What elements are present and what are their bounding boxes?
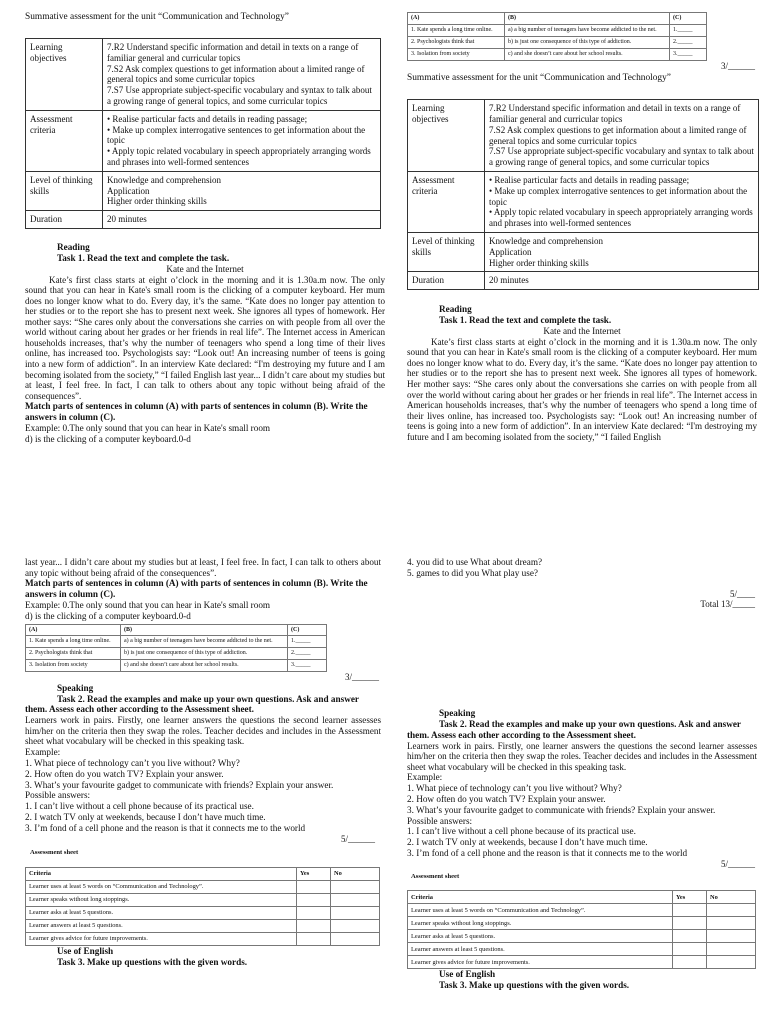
row-label: Duration <box>26 211 103 229</box>
reading-text-part1: Kate’s first class starts at eight o’clock in the morning and it is 1.30a.m now. The only sound that you can hear in Kate's small room is the clicking of a computer keyboard. Her mum does no longer know what to do. Every day, it’s the same. “Kate does no longer pay attention to her studies or to the report she has to present next week. She ignores all types of homework. Her mother says: “She cares only about the conversations she carries on with people from all over the world without caring about her grades or her friends in real life”. The Internet access in American households increases, that’s why the number of teenagers who spend a long time of their lives online, has increased too. Psychologists say: “Look out! An increasing number of teens is going into a new form of addiction”. In an interview Kate declared: “I'm destroying my future and I am becoming isolated from the society,” “I failed English <box>25 274 385 380</box>
match-a: 2. Psychologists think that <box>408 36 505 48</box>
english-item: 5. games to did you What play use? <box>407 567 538 578</box>
match-row <box>26 660 327 672</box>
reading-heading: Reading <box>57 242 90 253</box>
criteria-line: • Apply topic related vocabulary in speech appropriately arranging words and phrases into well-formed sentences <box>107 146 371 168</box>
question-line: 3. What’s your favourite gadget to communicate with friends? Explain your answer. <box>25 779 334 790</box>
no-header: No <box>331 868 380 881</box>
criteria-header: Criteria <box>408 891 673 904</box>
thinking-line: Knowledge and comprehension <box>489 236 603 247</box>
answer-line: 1. I can’t live without a cell phone because of its practical use. <box>407 826 636 837</box>
row-content <box>103 171 381 210</box>
criteria-row <box>26 907 380 920</box>
english-heading: Use of English <box>439 969 496 980</box>
objective-line: 7.S2 Ask complex questions to get information about a limited range of general topics and some curricular topics <box>107 63 365 85</box>
match-c[interactable]: 3._____ <box>670 48 707 60</box>
example-line: Example: 0.The only sound that you can hear in Kate's small room <box>25 599 271 610</box>
yes-cell[interactable] <box>673 917 707 930</box>
question-line: 3. What’s your favourite gadget to communicate with friends? Explain your answer. <box>407 804 716 815</box>
match-c[interactable]: 1._____ <box>670 24 707 36</box>
match-c[interactable]: 2._____ <box>670 36 707 48</box>
objective-line: 7.S7 Use appropriate subject-specific vocabulary and syntax to talk about a growing range of general topics, and some curricular topics <box>489 146 754 168</box>
col-a-header: (A) <box>26 624 121 636</box>
match-b: a) a big number of teenagers have become addicted to the net. <box>121 636 288 648</box>
assessment-sheet-title: Assessment sheet <box>411 872 460 880</box>
row-label: Assessment criteria <box>26 110 103 171</box>
reading-score: 3/______ <box>720 60 755 71</box>
col-a-header: (A) <box>408 13 505 25</box>
objective-line: 7.R2 Understand specific information and detail in texts on a range of familiar general and curricular topics <box>107 42 359 63</box>
row-content: 20 minutes <box>485 272 759 290</box>
yes-cell[interactable] <box>673 956 707 969</box>
reading-text-part2: last year... I didn’t care about my studies but at least, I feel free. In fact, I can talk to others about any topic without being afraid of the consequences”. <box>25 369 385 401</box>
match-b: a) a big number of teenagers have become addicted to the net. <box>505 24 670 36</box>
thinking-line: Application <box>107 185 150 196</box>
no-cell[interactable] <box>707 956 756 969</box>
match-row <box>26 648 327 660</box>
objectives-table <box>25 38 381 229</box>
reading-section <box>25 242 385 445</box>
criteria-cell: Learner asks at least 5 questions. <box>26 907 297 920</box>
objectives-row <box>26 39 381 111</box>
answers-label: Possible answers: <box>407 815 473 826</box>
page-2 <box>407 12 757 442</box>
duration-row <box>26 211 381 229</box>
yes-cell[interactable] <box>297 881 331 894</box>
match-a: 1. Kate spends a long time online. <box>408 24 505 36</box>
criteria-header: Criteria <box>26 868 297 881</box>
criteria-row <box>408 930 756 943</box>
example-line: Example: 0.The only sound that you can hear in Kate's small room <box>25 422 271 433</box>
doc-title: Summative assessment for the unit “Communication and Technology” <box>407 73 671 84</box>
match-row <box>408 48 707 60</box>
match-row <box>408 36 707 48</box>
row-label: Level of thinking skills <box>408 233 485 272</box>
criteria-line: • Apply topic related vocabulary in speech appropriately arranging words and phrases into well-formed sentences <box>489 207 753 229</box>
criteria-cell: Learner gives advice for future improvements. <box>408 956 673 969</box>
no-cell[interactable] <box>707 917 756 930</box>
page-3 <box>25 557 381 968</box>
criteria-cell: Learner asks at least 5 questions. <box>408 930 673 943</box>
match-b: c) and she doesn’t care about her school results. <box>505 48 670 60</box>
col-c-header: (C) <box>288 624 327 636</box>
assessment-table <box>407 890 756 969</box>
question-line: 1. What piece of technology can’t you live without? Why? <box>407 783 622 794</box>
row-content <box>485 172 759 233</box>
col-b-header: (B) <box>505 13 670 25</box>
reading-task: Task 1. Read the text and complete the task. <box>439 315 612 326</box>
match-a: 2. Psychologists think that <box>26 648 121 660</box>
no-cell[interactable] <box>331 881 380 894</box>
speaking-score: 5/______ <box>720 859 755 870</box>
no-cell[interactable] <box>707 943 756 956</box>
answer-line: 3. I’m fond of a cell phone and the reason is that it connects me to the world <box>25 822 306 833</box>
english-score: 5/____ <box>729 588 755 599</box>
page-4 <box>407 557 757 991</box>
criteria-cell: Learner uses at least 5 words on “Communication and Technology”. <box>408 904 673 917</box>
criteria-row <box>26 894 380 907</box>
criteria-row <box>408 956 756 969</box>
no-cell[interactable] <box>331 894 380 907</box>
speaking-task: Task 2. Read the examples and make up your own questions. Ask and answer them. Assess each other according to the Assessment sheet. <box>407 718 741 740</box>
question-line: 2. How often do you watch TV? Explain your answer. <box>25 768 224 779</box>
no-cell[interactable] <box>707 904 756 917</box>
criteria-cell: Learner gives advice for future improvements. <box>26 933 297 946</box>
criteria-row <box>408 943 756 956</box>
no-cell[interactable] <box>707 930 756 943</box>
thinking-line: Application <box>489 246 532 257</box>
match-a: 1. Kate spends a long time online. <box>26 636 121 648</box>
page-1 <box>25 12 385 445</box>
example-line: d) is the clicking of a computer keyboard.0-d <box>25 433 191 444</box>
row-content: 20 minutes <box>103 211 381 229</box>
criteria-row <box>408 917 756 930</box>
criteria-row <box>408 904 756 917</box>
text-title: Kate and the Internet <box>166 263 244 274</box>
yes-cell[interactable] <box>673 904 707 917</box>
criteria-cell: Learner speaks without long stoppings. <box>408 917 673 930</box>
match-table <box>25 624 327 673</box>
objective-line: 7.S7 Use appropriate subject-specific vocabulary and syntax to talk about a growing range of general topics, and some curricular topics <box>107 85 372 107</box>
reading-text <box>25 275 385 402</box>
english-heading: Use of English <box>57 946 114 957</box>
answer-line: 1. I can’t live without a cell phone because of its practical use. <box>25 801 254 812</box>
reading-score: 3/______ <box>344 672 379 683</box>
match-a: 3. Isolation from society <box>408 48 505 60</box>
answer-line: 3. I’m fond of a cell phone and the reason is that it connects me to the world <box>407 848 688 859</box>
criteria-cell: Learner answers at least 5 questions. <box>408 943 673 956</box>
reading-text-part2: last year... I didn’t care about my studies but at least, I feel free. In fact, I can talk to others about any topic without being afraid of the consequences”. <box>25 557 381 578</box>
criteria-row <box>26 933 380 946</box>
col-b-header: (B) <box>121 624 288 636</box>
criteria-cell: Learner uses at least 5 words on “Communication and Technology”. <box>26 881 297 894</box>
match-c[interactable]: 2._____ <box>288 648 327 660</box>
speaking-intro: Learners work in pairs. Firstly, one learner answers the questions the second learner assesses him/her on the criteria then they swap the roles. Teacher decides and includes in the Assessment sheet what vocabulary will be checked in this speaking task. <box>407 740 757 772</box>
criteria-cell: Learner answers at least 5 questions. <box>26 920 297 933</box>
row-label: Assessment criteria <box>408 172 485 233</box>
speaking-task: Task 2. Read the examples and make up your own questions. Ask and answer them. Assess each other according to the Assessment sheet. <box>25 693 359 715</box>
match-table <box>407 12 707 61</box>
criteria-row <box>26 920 380 933</box>
speaking-score: 5/______ <box>340 833 375 844</box>
match-b: c) and she doesn’t care about her school results. <box>121 660 288 672</box>
reading-task: Task 1. Read the text and complete the task. <box>57 252 230 263</box>
reading-heading: Reading <box>439 304 472 315</box>
answers-label: Possible answers: <box>25 790 91 801</box>
match-b: b) is just one consequence of this type of addiction. <box>121 648 288 660</box>
match-a: 3. Isolation from society <box>26 660 121 672</box>
english-task: Task 3. Make up questions with the given words. <box>439 980 630 991</box>
reading-section <box>407 304 757 442</box>
thinking-line: Higher order thinking skills <box>489 257 589 268</box>
example-label: Example: <box>25 746 61 757</box>
yes-header: Yes <box>673 891 707 904</box>
example-line: d) is the clicking of a computer keyboard.0-d <box>25 610 191 621</box>
match-c[interactable]: 1._____ <box>288 636 327 648</box>
answer-line: 2. I watch TV only at weekends, because I don’t have much time. <box>407 837 648 848</box>
text-title: Kate and the Internet <box>543 325 621 336</box>
objectives-table <box>407 99 759 290</box>
yes-cell[interactable] <box>297 894 331 907</box>
example-label: Example: <box>407 772 443 783</box>
objective-line: 7.R2 Understand specific information and detail in texts on a range of familiar general and curricular topics <box>489 103 741 125</box>
assessment-table <box>25 867 380 946</box>
row-label: Duration <box>408 272 485 290</box>
speaking-heading: Speaking <box>57 682 94 693</box>
row-content <box>103 110 381 171</box>
no-header: No <box>707 891 756 904</box>
match-row <box>26 636 327 648</box>
speaking-heading: Speaking <box>439 707 476 718</box>
thinking-line: Higher order thinking skills <box>107 196 207 207</box>
thinking-line: Knowledge and comprehension <box>107 174 221 185</box>
criteria-cell: Learner speaks without long stoppings. <box>26 894 297 907</box>
criteria-row <box>26 110 381 171</box>
match-instruction: Match parts of sentences in column (A) with parts of sentences in column (B). Write the answers in column (C). <box>25 578 368 599</box>
speaking-intro: Learners work in pairs. Firstly, one learner answers the questions the second learner assesses him/her on the criteria then they swap the roles. Teacher decides and includes in the Assessment sheet what vocabulary will be checked in this speaking task. <box>25 715 381 747</box>
yes-header: Yes <box>297 868 331 881</box>
row-label: Level of thinking skills <box>26 171 103 210</box>
yes-cell[interactable] <box>297 907 331 920</box>
row-label: Learning objectives <box>408 100 485 172</box>
doc-title: Summative assessment for the unit “Communication and Technology” <box>25 12 289 22</box>
objective-line: 7.S2 Ask complex questions to get information about a limited range of general topics and some curricular topics <box>489 124 747 146</box>
answer-line: 2. I watch TV only at weekends, because I don’t have much time. <box>25 812 266 823</box>
criteria-line: • Realise particular facts and details in reading passage; <box>107 113 308 124</box>
question-line: 2. How often do you watch TV? Explain your answer. <box>407 793 606 804</box>
english-item: 4. you did to use What about dream? <box>407 557 543 567</box>
row-content <box>485 100 759 172</box>
thinking-row <box>26 171 381 210</box>
match-b: b) is just one consequence of this type of addiction. <box>505 36 670 48</box>
yes-cell[interactable] <box>297 933 331 946</box>
row-content <box>485 233 759 272</box>
speaking-section <box>25 683 381 845</box>
row-label: Learning objectives <box>26 39 103 111</box>
match-row <box>408 24 707 36</box>
question-line: 1. What piece of technology can’t you live without? Why? <box>25 757 240 768</box>
total-score: Total 13/_____ <box>700 599 755 610</box>
match-c[interactable]: 3._____ <box>288 660 327 672</box>
reading-text-part1: Kate’s first class starts at eight o’clock in the morning and it is 1.30a.m now. The only sound that you can hear in Kate's small room is the clicking of a computer keyboard. Her mum does no longer know what to do. Every day, it’s the same. “Kate does no longer pay attention to her studies or to the report she has to present next week. She ignores all types of homework. Her mother says: “She cares only about the conversations she carries on with people from all over the world without caring about her grades or her friends in real life”. The Internet access in American households increases, that’s why the number of teenagers who spend a long time of their lives online, has increased too. Psychologists say: “Look out! An increasing number of teens is going into a new form of addiction”. In an interview Kate declared: “I'm destroying my future and I am becoming isolated from the society,” “I failed English <box>407 336 757 442</box>
speaking-section <box>407 708 757 870</box>
yes-cell[interactable] <box>673 930 707 943</box>
no-cell[interactable] <box>331 920 380 933</box>
assessment-sheet-title: Assessment sheet <box>30 849 79 857</box>
no-cell[interactable] <box>331 933 380 946</box>
criteria-row <box>26 881 380 894</box>
criteria-line: • Make up complex interrogative sentences to get information about the topic <box>489 185 748 207</box>
criteria-line: • Make up complex interrogative sentences to get information about the topic <box>107 124 366 146</box>
no-cell[interactable] <box>331 907 380 920</box>
yes-cell[interactable] <box>297 920 331 933</box>
row-content <box>103 39 381 111</box>
match-instruction: Match parts of sentences in column (A) with parts of sentences in column (B). Write the answers in column (C). <box>25 401 368 423</box>
criteria-line: • Realise particular facts and details in reading passage; <box>489 175 690 186</box>
yes-cell[interactable] <box>673 943 707 956</box>
col-c-header: (C) <box>670 13 707 25</box>
english-task: Task 3. Make up questions with the given words. <box>57 957 248 968</box>
